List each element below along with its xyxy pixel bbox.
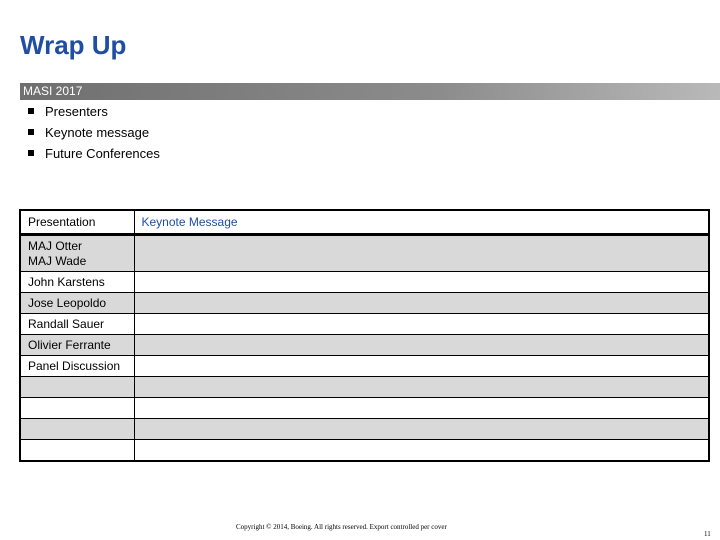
- keynote-message-cell: [134, 272, 709, 293]
- table-row: [20, 335, 709, 356]
- header-presentation: Presentation: [20, 210, 134, 235]
- bullet-text: Keynote message: [45, 125, 150, 140]
- keynote-message-cell: [134, 293, 709, 314]
- table-row: [20, 377, 709, 398]
- presentation-cell: Olivier Ferrante: [20, 335, 134, 356]
- presentation-cell: MAJ Otter MAJ Wade: [20, 235, 134, 272]
- table-row: [20, 440, 709, 462]
- square-bullet-icon: [28, 129, 34, 135]
- presentation-cell: [20, 377, 134, 398]
- presentation-cell: Randall Sauer: [20, 314, 134, 335]
- presentation-cell: Jose Leopoldo: [20, 293, 134, 314]
- keynote-message-cell: [134, 314, 709, 335]
- bullet-text: Presenters: [45, 104, 108, 119]
- square-bullet-icon: [28, 108, 34, 114]
- keynote-message-cell: [134, 419, 709, 440]
- header-keynote-message: Keynote Message: [134, 210, 709, 235]
- presentation-cell: Panel Discussion: [20, 356, 134, 377]
- bullet-item: [28, 122, 160, 143]
- table-row: [20, 398, 709, 419]
- presentation-cell: John Karstens: [20, 272, 134, 293]
- table-row: [20, 293, 709, 314]
- presentation-cell: [20, 419, 134, 440]
- table-row: [20, 272, 709, 293]
- keynote-message-cell: [134, 356, 709, 377]
- table-row: [20, 356, 709, 377]
- bullet-list: [28, 101, 160, 164]
- square-bullet-icon: [28, 150, 34, 156]
- bullet-item: [28, 143, 160, 164]
- table-body: [20, 235, 709, 462]
- keynote-message-cell: [134, 398, 709, 419]
- table-row: [20, 314, 709, 335]
- presentation-table: [19, 209, 710, 462]
- slide-title: Wrap Up: [20, 30, 127, 60]
- presentation-cell: [20, 398, 134, 419]
- header-band: [20, 83, 720, 100]
- table-row: [20, 235, 709, 272]
- band-text: MASI 2017: [23, 84, 83, 98]
- page-number: 11: [704, 530, 711, 538]
- table-row: [20, 419, 709, 440]
- keynote-message-cell: [134, 335, 709, 356]
- bullet-text: Future Conferences: [45, 146, 160, 161]
- table-header-row: [20, 210, 709, 235]
- bullet-item: [28, 101, 160, 122]
- presentation-cell: [20, 440, 134, 462]
- keynote-message-cell: [134, 440, 709, 462]
- keynote-message-cell: [134, 235, 709, 272]
- keynote-message-cell: [134, 377, 709, 398]
- copyright-footer: Copyright © 2014, Boeing. All rights reserved. Export controlled per cover: [236, 523, 447, 531]
